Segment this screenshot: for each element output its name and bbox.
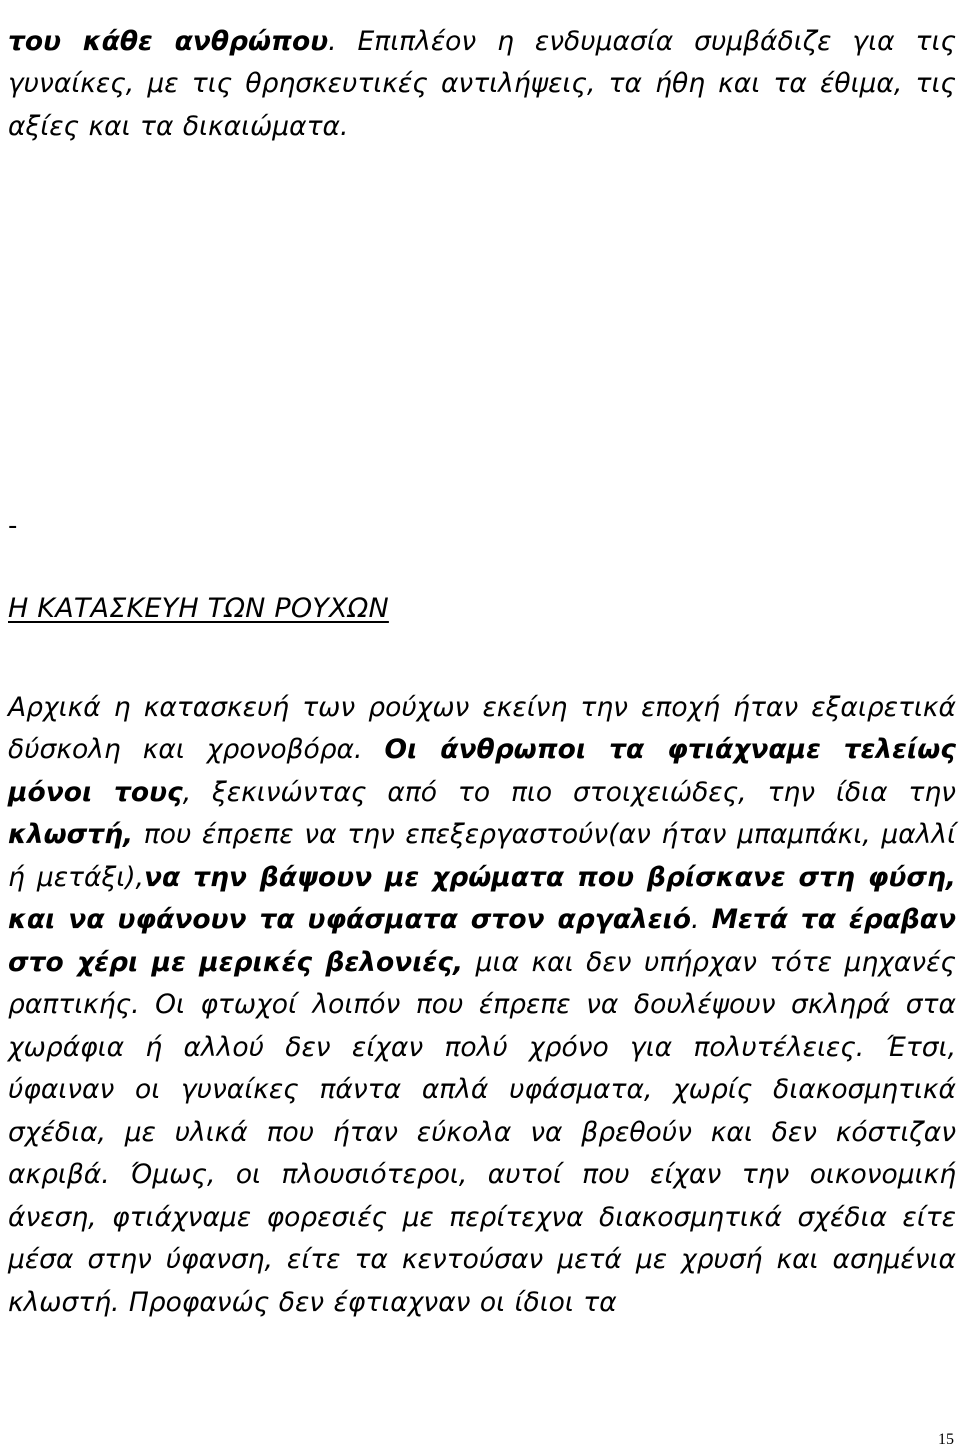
- body-bold-4: Μετά τα έραβαν στο χέρι με μερικές βελονιές,: [8, 904, 956, 978]
- dash-marker: -: [8, 511, 18, 541]
- page-number: 15: [938, 1431, 954, 1448]
- body-bold-2: κλωστή,: [8, 819, 134, 850]
- body-text-2: , ξεκινώντας από το πιο στοιχειώδες, την ίδια την: [182, 776, 956, 808]
- section-heading: Η ΚΑΤΑΣΚΕΥΗ ΤΩΝ ΡΟΥΧΩΝ: [8, 593, 389, 624]
- intro-paragraph: [8, 21, 956, 149]
- body-text-4: .: [691, 904, 712, 935]
- body-bold-1: Οι άνθρωποι τα φτιάχναμε τελείως μόνοι τους: [8, 734, 956, 808]
- body-text-5: μια και δεν υπήρχαν τότε μηχανές ραπτικής. Οι φτωχοί λοιπόν που έπρεπε να δουλέψουν σκληρά στα χωράφια ή αλλού δεν είχαν πολύ χρόνο για πολυτέλειες. Έτσι, ύφαιναν οι γυναίκες πάντα απλά υφάσματα, χωρίς διακοσμητικά σχέδια, με υλικά που ήταν εύκολα να βρεθούν και δεν κόστιζαν ακριβά. Όμως, οι πλουσιότεροι, αυτοί που είχαν την οικονομική άνεση, φτιάχναμε φορεσιές με περίτεχνα διακοσμητικά σχέδια είτε μέσα στην ύφανση, είτε τα κεντούσαν μετά με χρυσή και ασημένια κλωστή. Προφανώς δεν έφτιαχναν οι ίδιοι τα: [8, 946, 956, 1318]
- body-bold-3: να την βάψουν με χρώματα που βρίσκανε στη φύση, και να υφάνουν τα υφάσματα στον αργαλειό: [8, 861, 956, 935]
- intro-text: . Επιπλέον η ενδυμασία συμβάδιζε για τις γυναίκες, με τις θρησκευτικές αντιλήψεις, τα ήθη και τα έθιμα, τις αξίες και τα δικαιώματα.: [8, 25, 956, 142]
- body-paragraph: [8, 687, 956, 1325]
- body-text-3: που έπρεπε να την επεξεργαστούν(αν ήταν μπαμπάκι, μαλλί ή μετάξι),: [8, 819, 956, 893]
- intro-bold-text: του κάθε ανθρώπου: [8, 25, 329, 57]
- body-text-1: Αρχικά η κατασκευή των ρούχων εκείνη την εποχή ήταν εξαιρετικά δύσκολη και χρονοβόρα.: [8, 691, 956, 765]
